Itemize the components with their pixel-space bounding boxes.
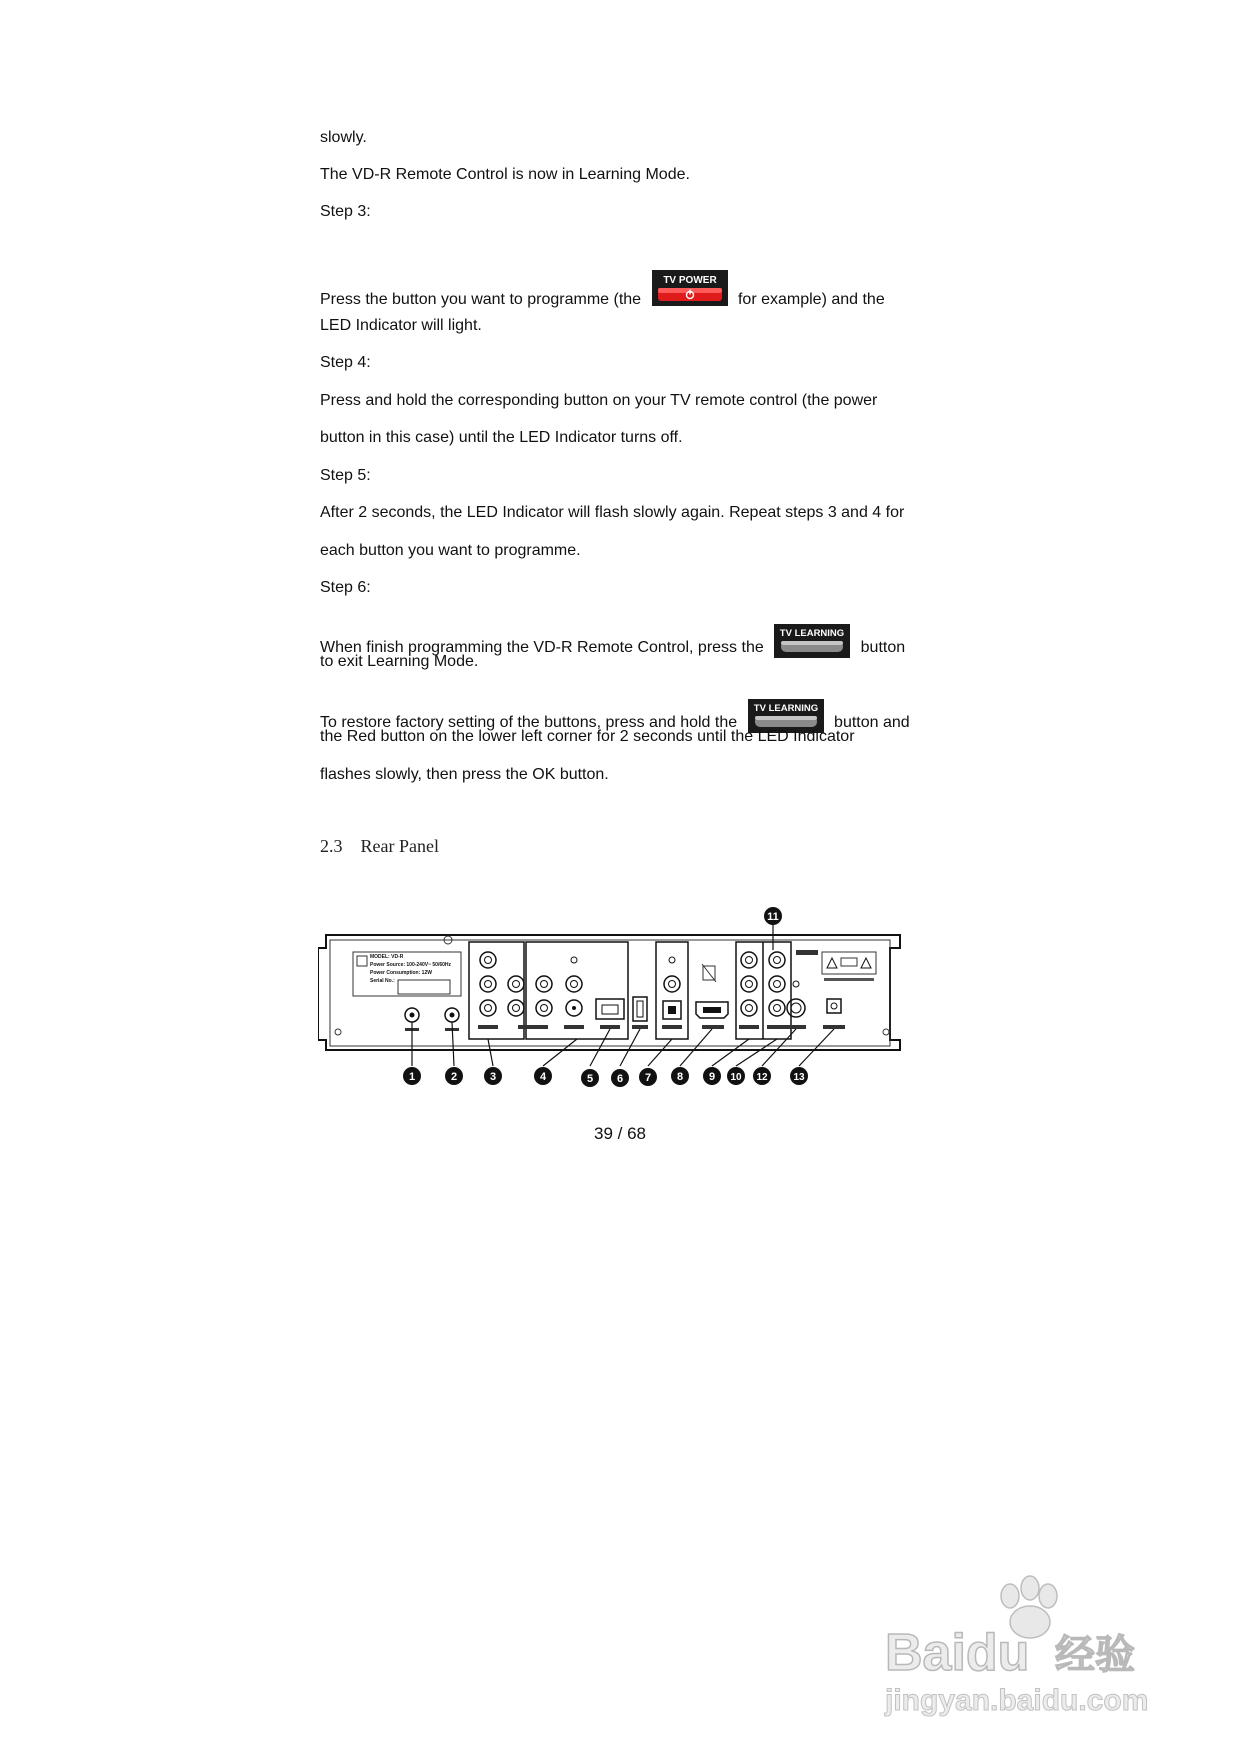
paragraph-line: Press and hold the corresponding button on your TV remote control (the power [320,392,878,409]
paragraph-line: slowly. [320,129,367,146]
paragraph-line: the Red button on the lower left corner for 2 seconds until the LED Indicator [320,728,855,745]
paragraph-line: to exit Learning Mode. [320,653,479,670]
text-segment: When finish programming the VD-R Remote Control, press the [320,639,764,656]
step-label: Step 6: [320,579,371,596]
text-segment: To restore factory setting of the buttons, press and hold the [320,714,738,731]
tv-power-label: TV POWER [662,275,717,286]
section-number: 2.3 [320,836,343,856]
callout [534,1067,552,1085]
callout [639,1068,657,1086]
watermark-brand: Baidu [885,1624,1030,1682]
watermark-url: jingyan.baidu.com [885,1684,1149,1717]
watermark-cn: 经验 [1055,1633,1135,1677]
paragraph-line: The VD-R Remote Control is now in Learning Mode. [320,166,690,183]
callout [790,1067,808,1085]
label-line: MODEL: VD-R [370,954,404,960]
callout [611,1069,629,1087]
label-line: Serial No.: [370,978,395,984]
paragraph-line: After 2 seconds, the LED Indicator will flash slowly again. Repeat steps 3 and 4 for [320,504,905,521]
text-segment: Press the button you want to programme (the [320,291,642,308]
callout-number: 2 [450,1071,458,1083]
callout [703,1067,721,1085]
paragraph-line: LED Indicator will light. [320,317,482,334]
callout-number: 8 [676,1071,684,1083]
callout-number: 11 [767,911,779,923]
callout-number: 5 [586,1073,594,1085]
callout [764,907,782,925]
tv-learning-button-image [774,624,850,664]
callout [671,1067,689,1085]
callout [403,1067,421,1085]
baidu-jingyan-watermark [880,1570,1180,1725]
callout [581,1069,599,1087]
step-label: Step 5: [320,467,371,484]
step-label: Step 3: [320,203,371,220]
paragraph-line: each button you want to programme. [320,542,581,559]
callout [484,1067,502,1085]
text-segment: button and [834,714,910,731]
section-heading [320,836,439,857]
callout [753,1067,771,1085]
page-number: 39 / 68 [594,1124,646,1143]
text-segment: for example) and the [737,291,885,308]
callout [445,1067,463,1085]
callout-number: 7 [644,1072,652,1084]
callout-number: 13 [793,1072,805,1083]
callout [727,1067,745,1085]
paragraph-line: flashes slowly, then press the OK button. [320,766,609,783]
callout-number: 6 [616,1073,624,1085]
rear-panel-diagram [318,900,908,1105]
label-line: Power Consumption: 12W [370,970,432,976]
callout-number: 3 [489,1071,497,1083]
text-segment: button [860,639,906,656]
paragraph-line [320,270,885,312]
callout-number: 10 [730,1072,742,1083]
callout-number: 9 [708,1071,716,1083]
tv-learning-label: TV LEARNING [779,628,845,639]
tv-learning-label: TV LEARNING [753,703,818,714]
callout-number: 1 [408,1071,416,1083]
callout-number: 4 [539,1071,547,1083]
paragraph-line: button in this case) until the LED Indicator turns off. [320,429,683,446]
callout-number: 12 [756,1072,768,1083]
step-label: Step 4: [320,354,371,371]
section-title: Rear Panel [360,836,439,856]
tv-power-button-image [652,270,728,312]
label-line: Power Source: 100-240V~ 50/60Hz [370,962,452,968]
